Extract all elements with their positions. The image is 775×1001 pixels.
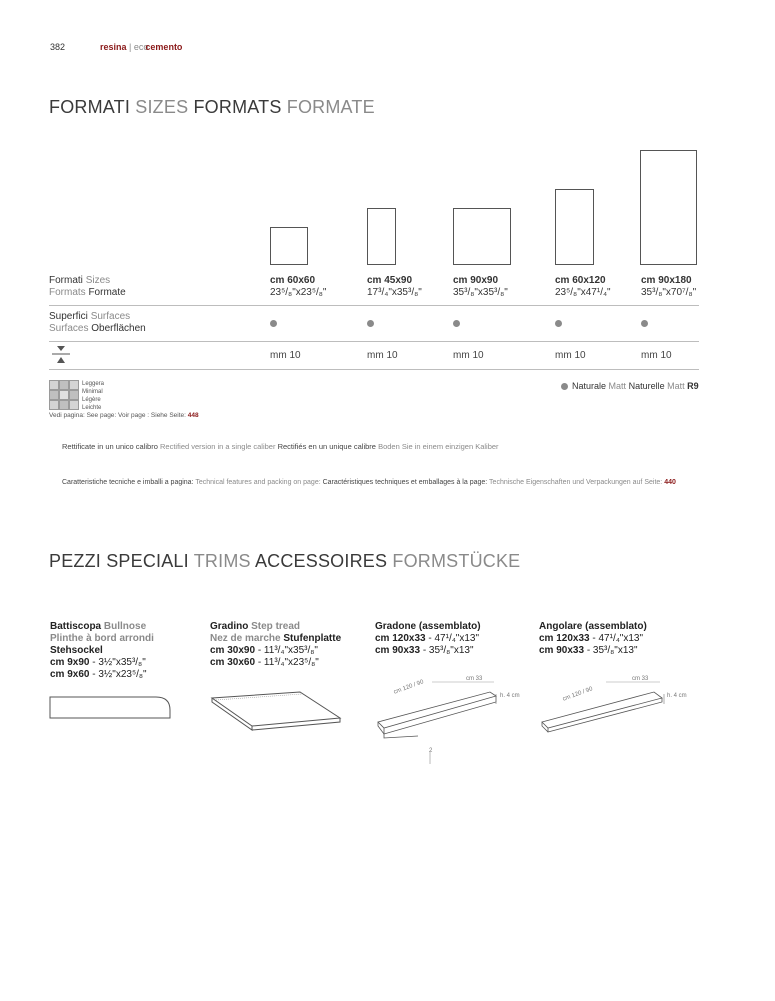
trim-dim-cm: cm 9x60	[50, 669, 90, 680]
thickness-1: mm 10	[270, 350, 301, 361]
trim-dim-inch: - 11³/₄"x35³/₈"	[255, 645, 318, 656]
rectified-de: Boden Sie in einem einzigen Kaliber	[378, 442, 499, 451]
table-divider-3	[49, 369, 699, 370]
trims-title	[49, 551, 520, 572]
trims-title-en: TRIMS	[193, 551, 251, 571]
trim-step-text	[210, 621, 341, 669]
tile-90x90	[453, 208, 511, 265]
formats-title-it: FORMATI	[49, 97, 131, 117]
see-page	[49, 412, 199, 419]
size-cm: cm 60x60	[270, 275, 316, 286]
tech-en: Technical features and packing on page:	[195, 479, 321, 486]
size-cm: cm 60x120	[555, 275, 606, 286]
weight-grid-icon	[49, 380, 79, 410]
trim-dim-inch: - 35³/₈"x13"	[584, 645, 638, 656]
see-page-label: Vedi pagina: See page: Voir page : Siehe Seite:	[49, 412, 186, 419]
surface-dot	[270, 320, 277, 327]
size-inch: 35³/₈"x35³/₈"	[453, 287, 508, 298]
brand-separator: |	[129, 42, 132, 52]
formats-title-de: FORMATE	[286, 97, 375, 117]
brand-cemento: cemento	[145, 42, 183, 52]
angolare-h-label: h. 4 cm	[667, 693, 687, 699]
tech-page-number[interactable]: 440	[664, 479, 676, 486]
trim-dim-inch: - 3½"x35³/₈"	[89, 657, 146, 668]
formats-title-en: SIZES	[135, 97, 189, 117]
gradone-drawing	[372, 674, 532, 764]
label-sizes: Sizes	[85, 275, 111, 286]
legend-r9: R9	[687, 381, 699, 391]
trim-dim-cm: cm 9x90	[50, 657, 90, 668]
rectified-fr: Rectifiés en un unique calibre	[277, 442, 376, 451]
trim-name-fr: Plinthe à bord arrondi	[50, 633, 154, 644]
trim-dim-cm: cm 120x33	[375, 633, 426, 644]
legend-naturale: Naturale	[572, 381, 607, 391]
legend-naturelle: Naturelle	[628, 381, 665, 391]
bullnose-drawing	[48, 693, 173, 721]
step-tread-drawing	[208, 688, 343, 733]
label-surfaces-en: Surfaces	[90, 311, 131, 322]
thickness-4: mm 10	[555, 350, 586, 361]
size-col-2	[367, 275, 422, 299]
angolare-drawing	[536, 674, 696, 734]
size-col-3	[453, 275, 508, 299]
brand-line	[100, 42, 182, 52]
rectified-en: Rectified version in a single caliber	[159, 442, 276, 451]
trim-name: Gradone (assemblato)	[375, 621, 481, 632]
size-col-4	[555, 275, 611, 299]
finish-legend	[561, 381, 699, 391]
gradone-v-label: 2	[429, 748, 433, 754]
weight-de: Leichte	[82, 405, 102, 411]
trim-name-en: Bullnose	[103, 621, 147, 632]
tech-it: Caratteristiche tecniche e imballi a pagina:	[62, 479, 194, 486]
tile-60x120	[555, 189, 594, 265]
label-formats: Formats	[49, 287, 86, 298]
formats-title-fr: FORMATS	[193, 97, 282, 117]
gradone-len-label: cm 120 / 90	[393, 679, 425, 696]
surfaces-row-label	[49, 311, 146, 335]
formats-title	[49, 97, 375, 118]
weight-it: Leggera	[82, 381, 105, 387]
trim-dim-inch: - 11³/₄"x23⁵/₈"	[255, 657, 319, 668]
trim-name: Angolare (assemblato)	[539, 621, 647, 632]
trim-dim-inch: - 47¹/₄"x13"	[589, 633, 644, 644]
rectified-note	[62, 442, 499, 451]
formats-row-label	[49, 275, 126, 299]
trim-dim-cm: cm 90x33	[539, 645, 585, 656]
trim-dim-inch: - 3½"x23⁵/₈"	[89, 669, 147, 680]
weight-labels	[82, 380, 104, 412]
weight-en: Minimal	[82, 389, 103, 395]
trim-name-it: Battiscopa	[50, 621, 102, 632]
size-cm: cm 45x90	[367, 275, 413, 286]
surface-dot	[641, 320, 648, 327]
size-inch: 23⁵/₈"x47¹/₄"	[555, 287, 611, 298]
trim-name-en: Step tread	[251, 621, 301, 632]
label-surfaces-fr: Surfaces	[49, 323, 89, 334]
table-divider-1	[49, 305, 699, 306]
size-inch: 35³/₈"x70⁷/₈"	[641, 287, 697, 298]
rectified-it: Rettificate in un unico calibro	[62, 442, 158, 451]
gradone-h-label: h. 4 cm	[500, 693, 520, 699]
legend-matt-2: Matt	[667, 381, 685, 391]
tile-60x60	[270, 227, 308, 265]
trim-dim-cm: cm 30x60	[210, 657, 256, 668]
size-inch: 17³/₄"x35³/₈"	[367, 287, 422, 298]
surface-dot	[367, 320, 374, 327]
size-cm: cm 90x90	[453, 275, 499, 286]
trim-bullnose-text	[50, 621, 154, 681]
label-formate: Formate	[88, 287, 126, 298]
size-col-5	[641, 275, 696, 299]
surface-dot	[453, 320, 460, 327]
tech-fr: Caractéristiques techniques et emballages à la page:	[322, 479, 488, 486]
tech-de: Technische Eigenschaften und Verpackungen auf Seite:	[489, 479, 663, 486]
trim-name-it: Gradino	[210, 621, 249, 632]
trims-title-fr: ACCESSOIRES	[254, 551, 388, 571]
trims-title-it: PEZZI SPECIALI	[49, 551, 189, 571]
trim-name-de: Stehsockel	[50, 645, 103, 656]
trim-angolare-text	[539, 621, 647, 657]
size-inch: 23⁵/₈"x23⁵/₈"	[270, 287, 327, 298]
size-cm: cm 90x180	[641, 275, 692, 286]
thickness-3: mm 10	[453, 350, 484, 361]
label-formati: Formati	[49, 275, 83, 286]
thickness-5: mm 10	[641, 350, 672, 361]
gradone-w-label: cm 33	[466, 676, 483, 682]
trim-dim-cm: cm 90x33	[375, 645, 421, 656]
angolare-w-label: cm 33	[632, 676, 649, 682]
brand-eco: eco	[133, 42, 149, 52]
legend-matt-1: Matt	[608, 381, 627, 391]
page-header	[50, 42, 65, 52]
technical-note	[62, 479, 676, 486]
weight-fr: Légère	[82, 397, 101, 403]
angolare-len-label: cm 120 / 90	[562, 686, 594, 703]
thickness-arrows-icon	[49, 344, 73, 366]
label-superfici: Superfici	[49, 311, 88, 322]
thickness-2: mm 10	[367, 350, 398, 361]
trim-dim-inch: - 47¹/₄"x13"	[425, 633, 480, 644]
trim-dim-inch: - 35³/₈"x13"	[420, 645, 474, 656]
trim-gradone-text	[375, 621, 481, 657]
table-divider-2	[49, 341, 699, 342]
tile-45x90	[367, 208, 396, 265]
page-number: 382	[50, 42, 66, 52]
trim-dim-cm: cm 120x33	[539, 633, 590, 644]
finish-dot	[561, 383, 568, 390]
trims-title-de: FORMSTÜCKE	[392, 551, 521, 571]
label-oberflachen: Oberflächen	[91, 323, 146, 334]
trim-name-de: Stufenplatte	[283, 633, 342, 644]
size-col-1	[270, 275, 326, 299]
surface-dot	[555, 320, 562, 327]
brand-resina: resina	[100, 42, 127, 52]
trim-name-fr: Nez de marche	[210, 633, 281, 644]
trim-dim-cm: cm 30x90	[210, 645, 256, 656]
tile-90x180	[640, 150, 697, 265]
see-page-number[interactable]: 448	[187, 412, 199, 419]
